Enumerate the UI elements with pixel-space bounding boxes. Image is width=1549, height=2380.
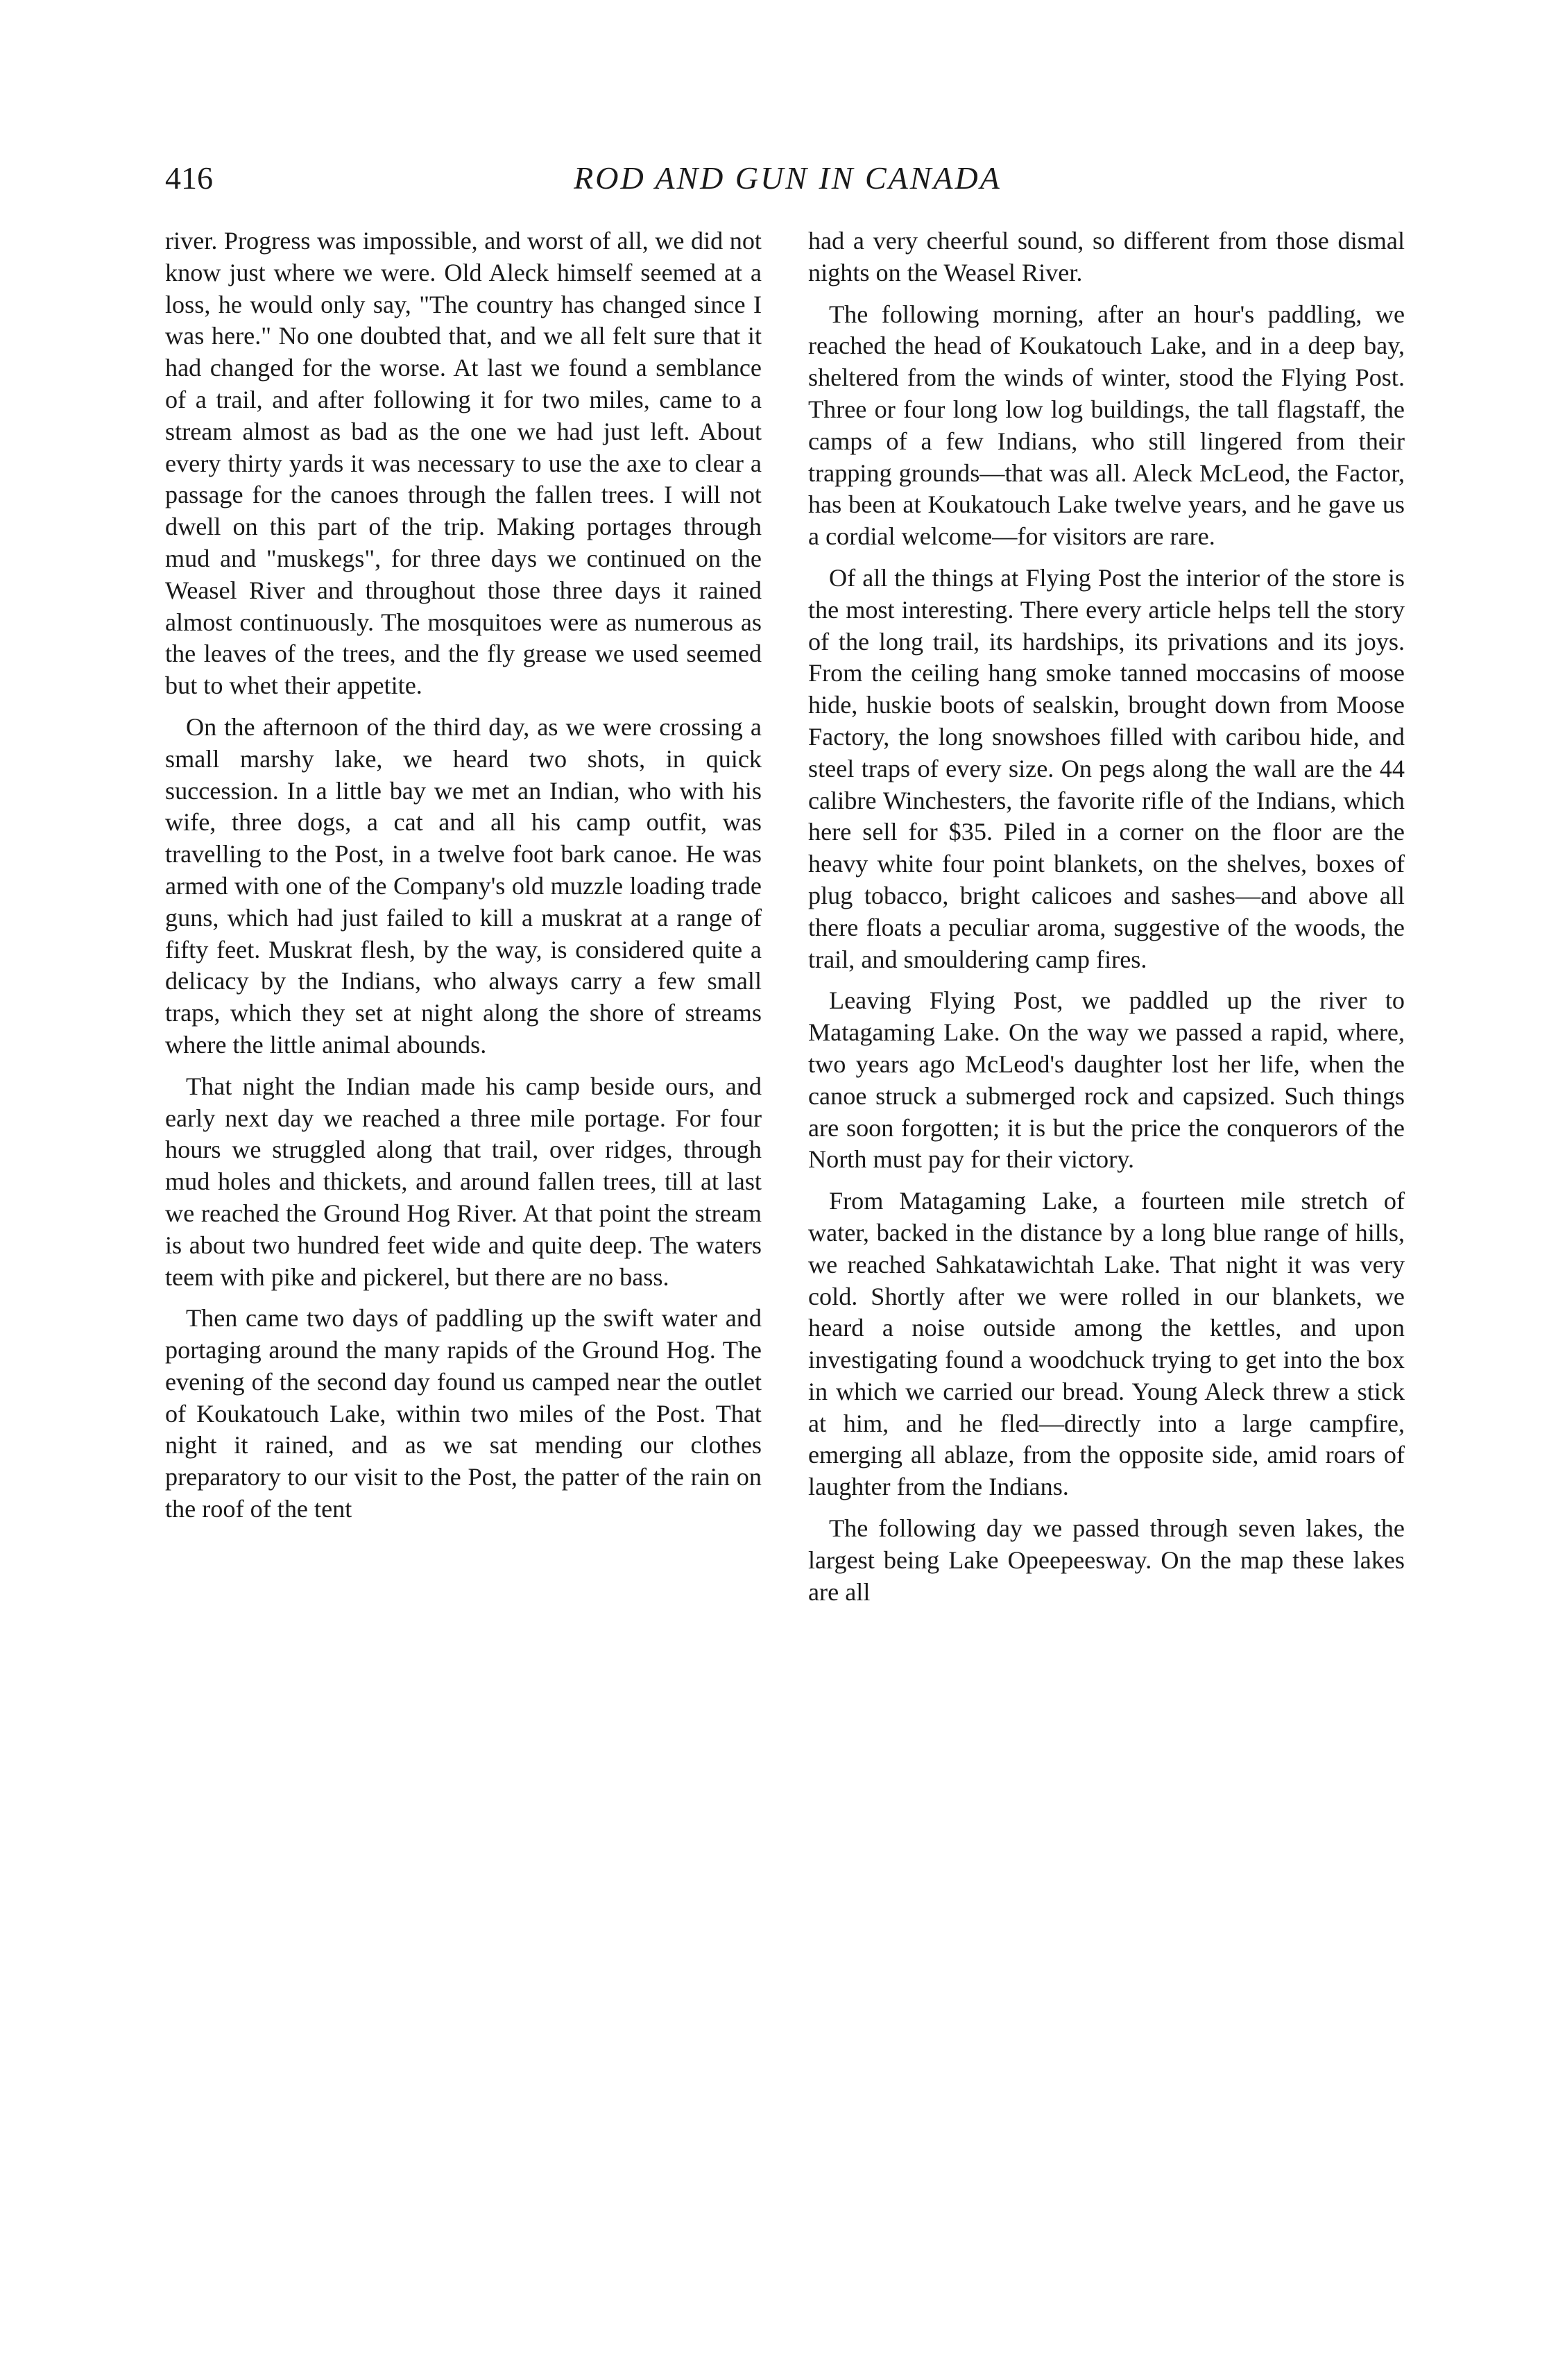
paragraph: Leaving Flying Post, we paddled up the river to Matagaming Lake. On the way we passed a rapid, where, two years ago McLeod's daughter lost her life, when the canoe struck a submerged rock and capsized. Such things are soon forgotten; it is but the price the conquerors of the North must pay for their victory.: [808, 986, 1405, 1174]
paragraph: The following day we passed through seven lakes, the largest being Lake Opeepeesway. On the map these lakes are all: [808, 1514, 1405, 1606]
paragraph: The following morning, after an hour's paddling, we reached the head of Koukatouch Lake, and in a deep bay, sheltered from the winds of winter, stood the Flying Post. Three or four long low log buildings, the tall flagstaff, the camps of a few Indians, who still lingered from their trapping grounds—that was all. Aleck McLeod, the Factor, has been at Koukatouch Lake twelve years, and he gave us a cordial welcome—for visitors are rare.: [808, 300, 1405, 551]
paragraph: From Matagaming Lake, a fourteen mile stretch of water, backed in the distance by a long blue range of hills, we reached Sahkatawichtah Lake. That night it was very cold. Shortly after we were rolled in our blankets, we heard a noise outside among the kettles, and upon investigating found a woodchuck trying to get into the box in which we carried our bread. Young Aleck threw a stick at him, and he fled—directly into a large campfire, emerging all ablaze, from the opposite side, amid roars of laughter from the Indians.: [808, 1187, 1405, 1501]
left-column: [165, 225, 762, 1525]
paragraph: river. Progress was impossible, and worst of all, we did not know just where we were. Old Aleck himself seemed at a loss, he would only say, "The country has changed since I was here." No one doubted that, and we all felt sure that it had changed for the worse. At last we found a semblance of a trail, and after following it for two miles, came to a stream almost as bad as the one we had just left. About every thirty yards it was necessary to use the axe to clear a passage for the canoes through the fallen trees. I will not dwell on this part of the trip. Making portages through mud and "muskegs", for three days we continued on the Weasel River and throughout those three days it rained almost continuously. The mosquitoes were as numerous as the leaves of the trees, and the fly grease we used seemed but to whet their appetite.: [165, 227, 762, 700]
right-column: [808, 225, 1405, 1608]
running-title: ROD AND GUN IN CANADA: [574, 160, 1002, 196]
page-header: [165, 154, 1410, 203]
page-number: 416: [165, 160, 213, 196]
paragraph: On the afternoon of the third day, as we were crossing a small marshy lake, we heard two shots, in quick succession. In a little bay we met an Indian, who with his wife, three dogs, a cat and all his camp outfit, was travelling to the Post, in a twelve foot bark canoe. He was armed with one of the Company's old muzzle loading trade guns, which had just failed to kill a muskrat at a range of fifty feet. Muskrat flesh, by the way, is considered quite a delicacy by the Indians, who always carry a few small traps, which they set at night along the shore of streams where the little animal abounds.: [165, 712, 762, 1059]
paragraph: had a very cheerful sound, so different from those dismal nights on the Weasel River.: [808, 227, 1405, 286]
paragraph: That night the Indian made his camp beside ours, and early next day we reached a three mile portage. For four hours we struggled along that trail, over ridges, through mud holes and thickets, and around fallen trees, till at last we reached the Ground Hog River. At that point the stream is about two hundred feet wide and quite deep. The waters teem with pike and pickerel, but there are no bass.: [165, 1072, 762, 1291]
paragraph: Of all the things at Flying Post the interior of the store is the most interesting. There every article helps tell the story of the long trail, its hardships, its privations and its joys. From the ceiling hang smoke tanned moccasins of moose hide, huskie boots of sealskin, brought down from Moose Factory, the long snowshoes filled with caribou hide, and steel traps of every size. On pegs along the wall are the 44 calibre Winchesters, the favorite rifle of the Indians, which here sell for $35. Piled in a corner on the floor are the heavy white four point blankets, on the shelves, boxes of plug tobacco, bright calicoes and sashes—and above all there floats a peculiar aroma, suggestive of the woods, the trail, and smouldering camp fires.: [808, 563, 1405, 973]
paragraph: Then came two days of paddling up the swift water and portaging around the many rapids of the Ground Hog. The evening of the second day found us camped near the outlet of Koukatouch Lake, within two miles of the Post. That night it rained, and as we sat mending our clothes preparatory to our visit to the Post, the patter of the rain on the roof of the tent: [165, 1304, 762, 1523]
